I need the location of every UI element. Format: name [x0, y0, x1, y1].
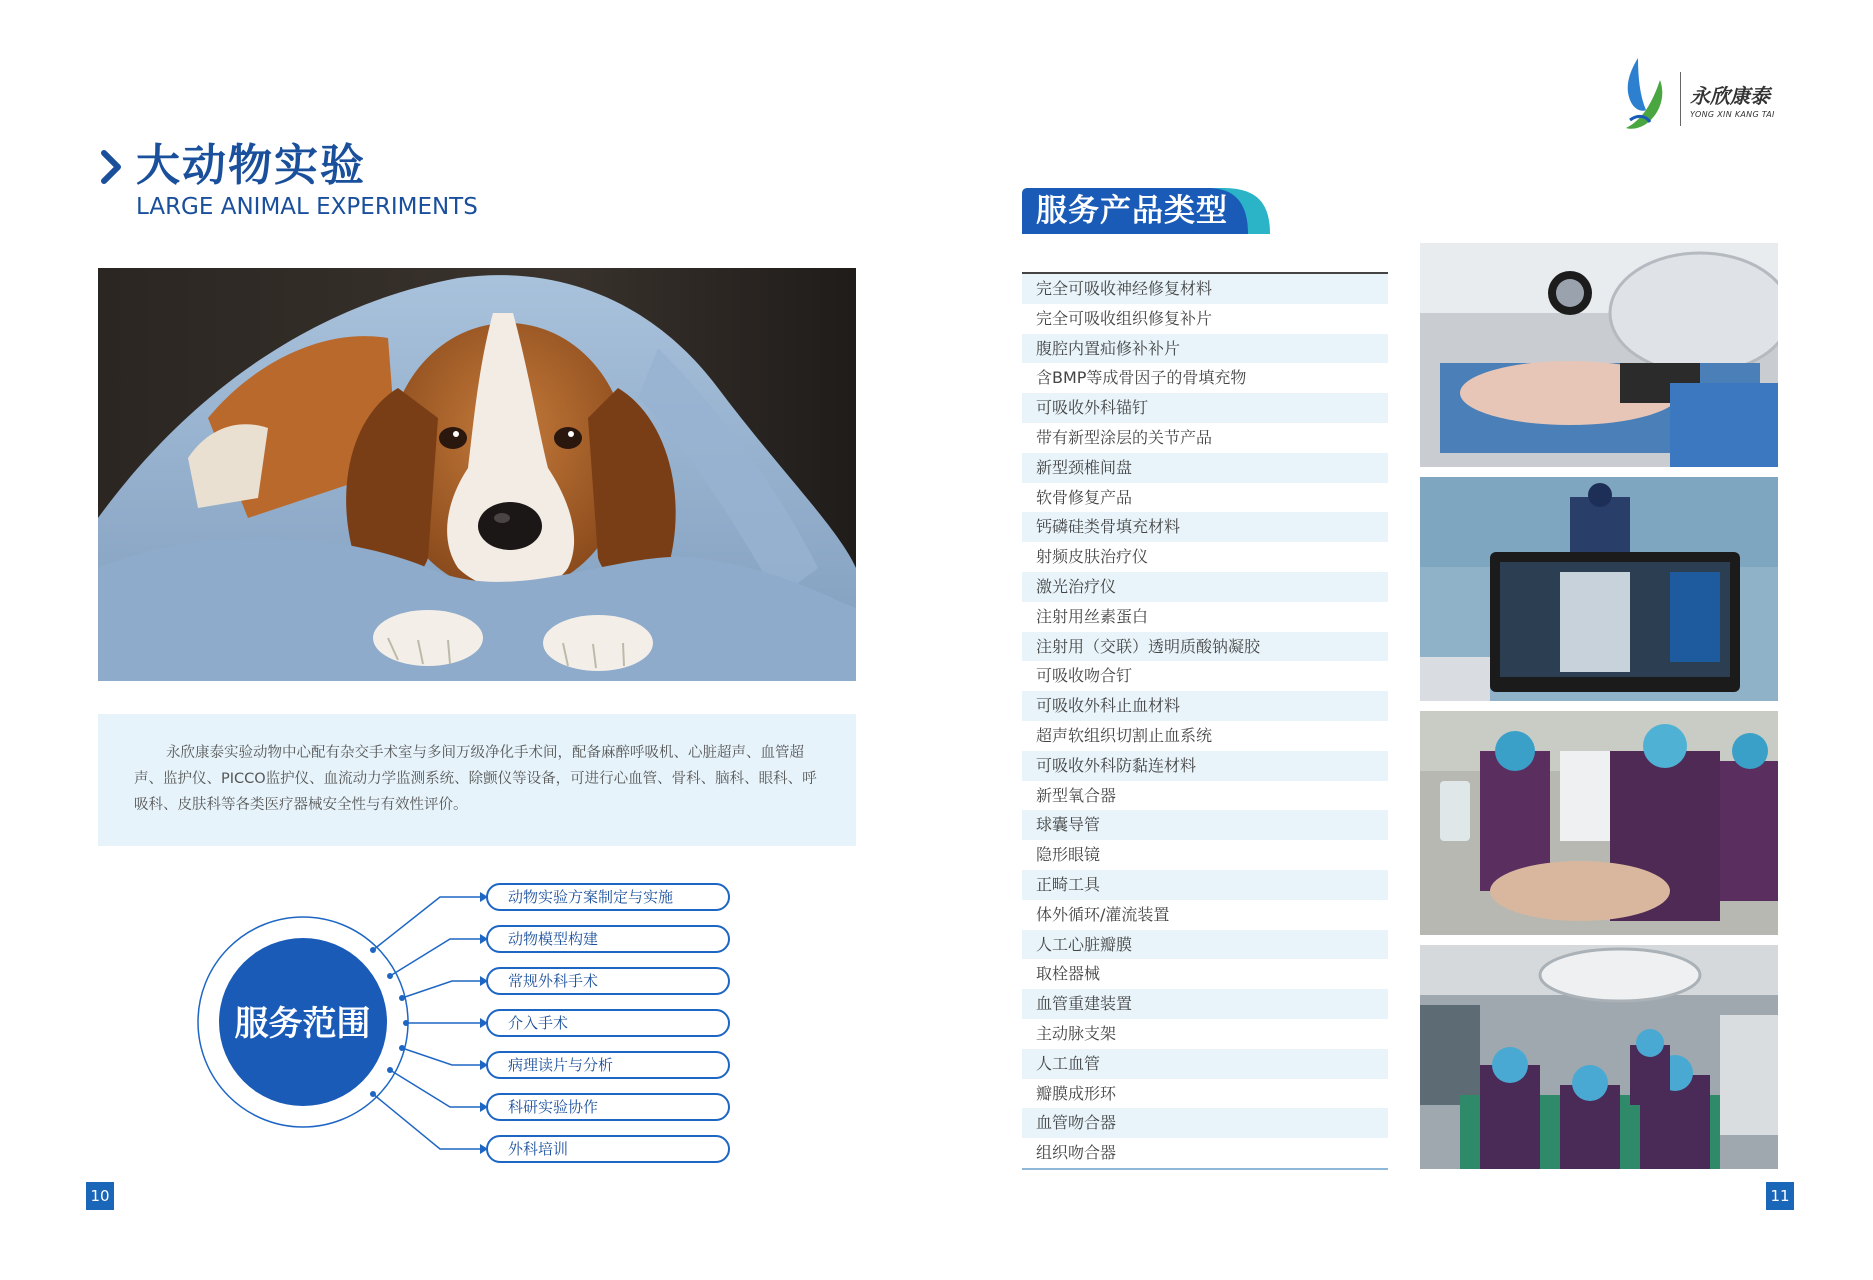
section-title: 服务产品类型: [1036, 193, 1228, 229]
product-list-item: 球囊导管: [1022, 810, 1388, 840]
logo-divider: [1680, 72, 1681, 126]
product-list-item: 新型颈椎间盘: [1022, 453, 1388, 483]
product-list-item: 超声软组织切割止血系统: [1022, 721, 1388, 751]
product-list-item: 注射用（交联）透明质酸钠凝胶: [1022, 632, 1388, 662]
product-list-item: 瓣膜成形环: [1022, 1079, 1388, 1109]
product-list-item: 可吸收外科防黏连材料: [1022, 751, 1388, 781]
surgery-photo-1: [1420, 243, 1778, 467]
scope-item: 动物模型构建: [486, 925, 730, 953]
product-list-item: 取栓器械: [1022, 959, 1388, 989]
logo-text-en: YONG XIN KANG TAI: [1690, 110, 1775, 119]
scope-item: 外科培训: [486, 1135, 730, 1163]
product-list-item: 人工血管: [1022, 1049, 1388, 1079]
operating-room-photo-4: [1420, 945, 1778, 1169]
imaging-photo-2: [1420, 477, 1778, 701]
product-list-item: 完全可吸收组织修复补片: [1022, 304, 1388, 334]
chevron-right-icon: [96, 147, 126, 187]
page-subtitle: LARGE ANIMAL EXPERIMENTS: [136, 194, 478, 220]
product-list-item: 钙磷硅类骨填充材料: [1022, 512, 1388, 542]
product-list-item: 隐形眼镜: [1022, 840, 1388, 870]
scope-item: 病理读片与分析: [486, 1051, 730, 1079]
product-list-item: 血管吻合器: [1022, 1108, 1388, 1138]
leaf-logo-icon: [1620, 56, 1672, 132]
product-list-item: 腹腔内置疝修补补片: [1022, 334, 1388, 364]
scope-item: 科研实验协作: [486, 1093, 730, 1121]
product-list-item: 软骨修复产品: [1022, 483, 1388, 513]
logo-text-cn: 永欣康泰: [1690, 84, 1770, 108]
intro-text: 永欣康泰实验动物中心配有杂交手术室与多间万级净化手术间，配备麻醉呼吸机、心脏超声、血管超声、监护仪、PICCO监护仪、血流动力学监测系统、除颤仪等设备，可进行心血管、骨科、脑科、眼科、呼吸科、皮肤科等各类医疗器械安全性与有效性评价。: [134, 745, 817, 813]
product-list-item: 组织吻合器: [1022, 1138, 1388, 1168]
scope-title: 服务范围: [234, 1004, 371, 1044]
list-bottom-rule: [1022, 1168, 1388, 1170]
product-list-item: 人工心脏瓣膜: [1022, 930, 1388, 960]
product-list-item: 可吸收吻合钉: [1022, 661, 1388, 691]
product-list-item: 主动脉支架: [1022, 1019, 1388, 1049]
product-list-item: 可吸收外科止血材料: [1022, 691, 1388, 721]
surgery-photo-3: [1420, 711, 1778, 935]
product-list-item: 含BMP等成骨因子的骨填充物: [1022, 363, 1388, 393]
product-list-item: 带有新型涂层的关节产品: [1022, 423, 1388, 453]
beagle-photo: [98, 268, 856, 681]
product-list-item: 射频皮肤治疗仪: [1022, 542, 1388, 572]
product-list-item: 体外循环/灌流装置: [1022, 900, 1388, 930]
scope-item: 常规外科手术: [486, 967, 730, 995]
scope-item: 介入手术: [486, 1009, 730, 1037]
product-list-item: 注射用丝素蛋白: [1022, 602, 1388, 632]
product-list-item: 激光治疗仪: [1022, 572, 1388, 602]
product-list-item: 新型氧合器: [1022, 781, 1388, 811]
product-list: [1022, 272, 1388, 1170]
scope-item: 动物实验方案制定与实施: [486, 883, 730, 911]
page-number-left: 10: [86, 1182, 114, 1210]
intro-panel: [98, 714, 856, 846]
product-list-item: 血管重建装置: [1022, 989, 1388, 1019]
product-list-item: 可吸收外科锚钉: [1022, 393, 1388, 423]
page-title: 大动物实验: [136, 140, 366, 191]
page-number-right: 11: [1766, 1182, 1794, 1210]
product-list-item: 正畸工具: [1022, 870, 1388, 900]
product-list-item: 完全可吸收神经修复材料: [1022, 274, 1388, 304]
